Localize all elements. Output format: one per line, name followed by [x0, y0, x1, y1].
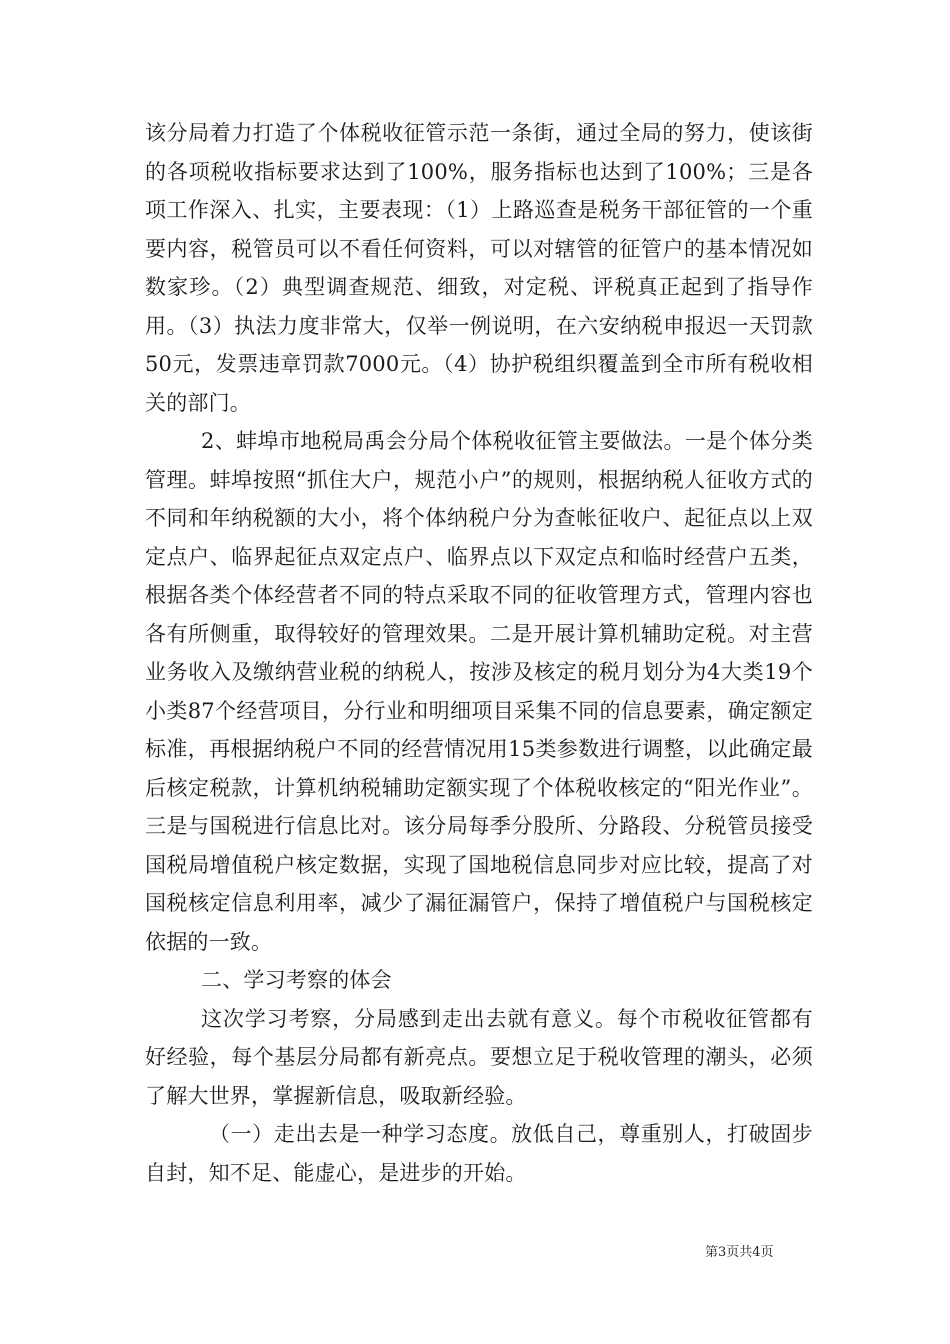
- paragraph-bengbu-practices: 2、蚌埠市地税局禹会分局个体税收征管主要做法。一是个体分类管理。蚌埠按照“抓住大户，规范小户”的规则，根据纳税人征收方式的不同和年纳税额的大小，将个体纳税户分为查帐征收户、起征点以上双定点户、临界起征点双定点户、临界点以下双定点和临时经营户五类，根据各类个体经营者不同的特点采取不同的征收管理方式，管理内容也各有所侧重，取得较好的管理效果。二是开展计算机辅助定税。对主营业务收入及缴纳营业税的纳税人，按涉及核定的税月划分为4大类19个小类87个经营项目，分行业和明细项目采集不同的信息要素，确定额定标准，再根据纳税户不同的经营情况用15类参数进行调整，以此确定最后核定税款，计算机纳税辅助定额实现了个体税收核定的“阳光作业”。三是与国税进行信息比对。该分局每季分股所、分路段、分税管员接受国税局增值税户核定数据，实现了国地税信息同步对应比较，提高了对国税核定信息利用率，减少了漏征漏管户，保持了增值税户与国税核定依据的一致。: [145, 429, 813, 954]
- section-heading-study-experience: 二、学习考察的体会: [201, 968, 392, 992]
- paragraph-learning-attitude: （一）走出去是一种学习态度。放低自己，尊重别人，打破固步自封，知不足、能虚心，是进步的开始。: [145, 1122, 813, 1185]
- paragraph-continuation: 该分局着力打造了个体税收征管示范一条街，通过全局的努力，使该街的各项税收指标要求达到了100%，服务指标也达到了100%；三是各项工作深入、扎实，主要表现：（1）上路巡查是税务干部征管的一个重要内容，税管员可以不看任何资料，可以对辖管的征管户的基本情况如数家珍。（2）典型调查规范、细致，对定税、评税真正起到了指导作用。（3）执法力度非常大，仅举一例说明，在六安纳税申报迟一天罚款50元，发票违章罚款7000元。（4）协护税组织覆盖到全市所有税收相关的部门。: [145, 121, 813, 415]
- page-number-footer: 第3页共4页: [705, 1245, 774, 1260]
- document-body: [145, 114, 813, 1192]
- paragraph-study-summary: 这次学习考察，分局感到走出去就有意义。每个市税收征管都有好经验，每个基层分局都有新亮点。要想立足于税收管理的潮头，必须了解大世界，掌握新信息，吸取新经验。: [145, 1006, 813, 1108]
